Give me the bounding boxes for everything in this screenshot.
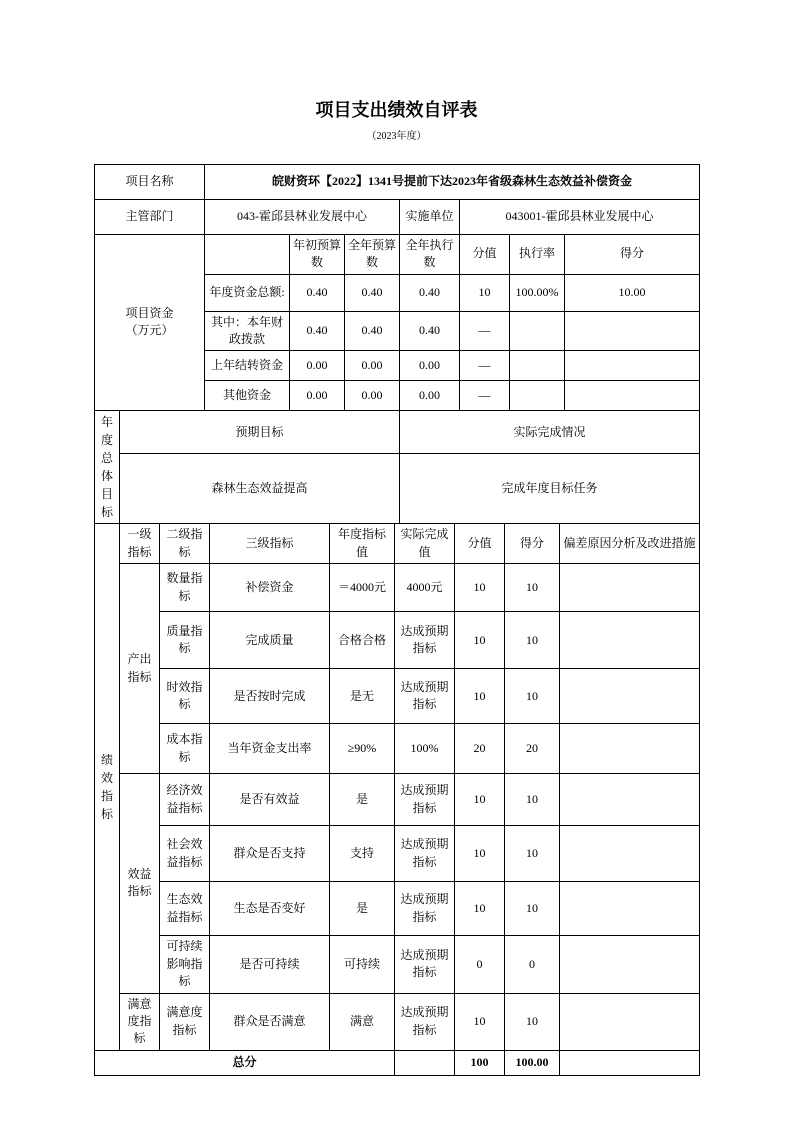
tertiary-indicator: 当年资金支出率: [210, 724, 330, 774]
header-perf-score-value: 分值: [455, 524, 505, 564]
funding-annual-execution: 0.40: [400, 311, 460, 351]
funding-sublabel-header-empty: [205, 234, 290, 274]
annual-target-value: 可持续: [330, 936, 395, 993]
tertiary-indicator: 群众是否满意: [210, 993, 330, 1050]
header-score: 得分: [565, 234, 700, 274]
funding-score: [565, 351, 700, 381]
primary-indicator-satisfaction: 满意度指标: [120, 993, 160, 1050]
score-value: 10: [455, 564, 505, 612]
funding-initial-budget: 0.00: [290, 351, 345, 381]
tertiary-indicator: 补偿资金: [210, 564, 330, 612]
annual-goal-section-label: 年度总体目标: [95, 411, 120, 524]
funding-score-value: 10: [460, 274, 510, 311]
secondary-indicator: 质量指标: [160, 612, 210, 669]
department-label: 主管部门: [95, 199, 205, 234]
annual-goal-table: [94, 410, 700, 524]
tertiary-indicator: 完成质量: [210, 612, 330, 669]
funding-row-label: 上年结转资金: [205, 351, 290, 381]
actual-completion-header: 实际完成情况: [400, 411, 700, 454]
header-primary-indicator: 一级指标: [120, 524, 160, 564]
funding-score-value: —: [460, 381, 510, 411]
funding-annual-budget: 0.00: [345, 381, 400, 411]
actual-value: 达成预期指标: [395, 774, 455, 826]
funding-annual-budget: 0.40: [345, 274, 400, 311]
tertiary-indicator: 生态是否变好: [210, 882, 330, 936]
tertiary-indicator: 群众是否支持: [210, 826, 330, 882]
deviation-analysis: [560, 724, 700, 774]
secondary-indicator: 可持续影响指标: [160, 936, 210, 993]
funding-execution-rate: [510, 311, 565, 351]
department-value: 043-霍邱县林业发展中心: [205, 199, 400, 234]
total-score-value: 100: [455, 1050, 505, 1075]
actual-value: 达成预期指标: [395, 882, 455, 936]
annual-target-value: 满意: [330, 993, 395, 1050]
header-actual-value: 实际完成值: [395, 524, 455, 564]
score: 10: [505, 882, 560, 936]
annual-target-value: ≥90%: [330, 724, 395, 774]
funding-score: [565, 381, 700, 411]
actual-completion-value: 完成年度目标任务: [400, 454, 700, 524]
score-value: 10: [455, 993, 505, 1050]
funding-execution-rate: 100.00%: [510, 274, 565, 311]
score: 10: [505, 669, 560, 724]
funding-annual-budget: 0.00: [345, 351, 400, 381]
annual-target-value: ＝4000元: [330, 564, 395, 612]
tertiary-indicator: 是否有效益: [210, 774, 330, 826]
score: 20: [505, 724, 560, 774]
expected-goal-header: 预期目标: [120, 411, 400, 454]
deviation-analysis: [560, 882, 700, 936]
deviation-analysis: [560, 612, 700, 669]
score: 0: [505, 936, 560, 993]
performance-table: [94, 523, 700, 1075]
implementer-label: 实施单位: [400, 199, 460, 234]
funding-table: [94, 234, 700, 412]
funding-execution-rate: [510, 351, 565, 381]
project-info-table: [94, 164, 700, 235]
annual-target-value: 是: [330, 882, 395, 936]
score-value: 10: [455, 882, 505, 936]
primary-indicator-output: 产出指标: [120, 564, 160, 774]
score: 10: [505, 826, 560, 882]
total-label: 总分: [95, 1050, 395, 1075]
secondary-indicator: 时效指标: [160, 669, 210, 724]
total-actual-empty: [395, 1050, 455, 1075]
secondary-indicator: 满意度指标: [160, 993, 210, 1050]
funding-section-label: 项目资金 （万元）: [95, 234, 205, 411]
tertiary-indicator: 是否可持续: [210, 936, 330, 993]
funding-row-label: 年度资金总额:: [205, 274, 290, 311]
score-value: 10: [455, 669, 505, 724]
funding-score: [565, 311, 700, 351]
project-name-value: 皖财资环【2022】1341号提前下达2023年省级森林生态效益补偿资金: [205, 164, 700, 199]
score-value: 20: [455, 724, 505, 774]
annual-target-value: 合格合格: [330, 612, 395, 669]
score-value: 0: [455, 936, 505, 993]
evaluation-table: [94, 164, 699, 1076]
funding-annual-execution: 0.40: [400, 274, 460, 311]
funding-score: 10.00: [565, 274, 700, 311]
funding-annual-budget: 0.40: [345, 311, 400, 351]
score: 10: [505, 993, 560, 1050]
funding-initial-budget: 0.40: [290, 311, 345, 351]
performance-section-label: 绩效指标: [95, 524, 120, 1050]
page-subtitle: （2023年度）: [366, 130, 427, 142]
actual-value: 100%: [395, 724, 455, 774]
total-score: 100.00: [505, 1050, 560, 1075]
secondary-indicator: 社会效益指标: [160, 826, 210, 882]
header-perf-score: 得分: [505, 524, 560, 564]
annual-target-value: 是: [330, 774, 395, 826]
actual-value: 4000元: [395, 564, 455, 612]
funding-annual-execution: 0.00: [400, 381, 460, 411]
secondary-indicator: 成本指标: [160, 724, 210, 774]
deviation-analysis: [560, 564, 700, 612]
header-annual-target: 年度指标值: [330, 524, 395, 564]
actual-value: 达成预期指标: [395, 936, 455, 993]
secondary-indicator: 经济效益指标: [160, 774, 210, 826]
score-value: 10: [455, 826, 505, 882]
funding-initial-budget: 0.40: [290, 274, 345, 311]
header-score-value: 分值: [460, 234, 510, 274]
actual-value: 达成预期指标: [395, 826, 455, 882]
actual-value: 达成预期指标: [395, 612, 455, 669]
funding-row-label: 其中：本年财政拨款: [205, 311, 290, 351]
funding-initial-budget: 0.00: [290, 381, 345, 411]
secondary-indicator: 生态效益指标: [160, 882, 210, 936]
expected-goal-value: 森林生态效益提高: [120, 454, 400, 524]
header-annual-budget: 全年预算数: [345, 234, 400, 274]
score: 10: [505, 774, 560, 826]
funding-execution-rate: [510, 381, 565, 411]
deviation-analysis: [560, 993, 700, 1050]
deviation-analysis: [560, 936, 700, 993]
funding-score-value: —: [460, 351, 510, 381]
header-tertiary-indicator: 三级指标: [210, 524, 330, 564]
actual-value: 达成预期指标: [395, 993, 455, 1050]
score-value: 10: [455, 612, 505, 669]
annual-target-value: 是无: [330, 669, 395, 724]
funding-annual-execution: 0.00: [400, 351, 460, 381]
page-title: 项目支出绩效自评表: [315, 100, 478, 120]
total-deviation-empty: [560, 1050, 700, 1075]
header-initial-budget: 年初预算数: [290, 234, 345, 274]
tertiary-indicator: 是否按时完成: [210, 669, 330, 724]
header-secondary-indicator: 二级指标: [160, 524, 210, 564]
header-execution-rate: 执行率: [510, 234, 565, 274]
implementer-value: 043001-霍邱县林业发展中心: [460, 199, 700, 234]
primary-indicator-benefit: 效益指标: [120, 774, 160, 993]
funding-score-value: —: [460, 311, 510, 351]
actual-value: 达成预期指标: [395, 669, 455, 724]
project-name-label: 项目名称: [95, 164, 205, 199]
score: 10: [505, 564, 560, 612]
score: 10: [505, 612, 560, 669]
header-annual-execution: 全年执行数: [400, 234, 460, 274]
secondary-indicator: 数量指标: [160, 564, 210, 612]
deviation-analysis: [560, 826, 700, 882]
funding-row-label: 其他资金: [205, 381, 290, 411]
deviation-analysis: [560, 669, 700, 724]
header-deviation-analysis: 偏差原因分析及改进措施: [560, 524, 700, 564]
score-value: 10: [455, 774, 505, 826]
deviation-analysis: [560, 774, 700, 826]
annual-target-value: 支持: [330, 826, 395, 882]
